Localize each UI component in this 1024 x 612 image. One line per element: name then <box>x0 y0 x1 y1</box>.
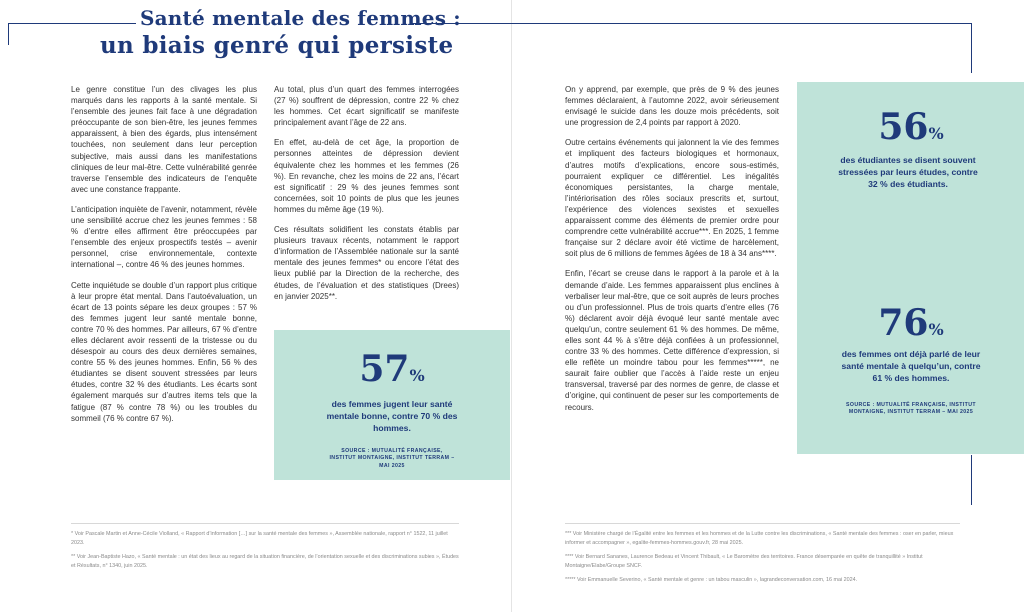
stat-unit: % <box>928 124 944 143</box>
paragraph: Cette inquiétude se double d’un rapport plus critique à leur propre état mental. Dans l’autoévaluation, un écart de 13 points sépare les deux groupes : 57 % des femmes jugent leur santé mentale bonne, contre 70 % des hommes. Par ailleurs, 67 % d’entre elles déclarent avoir ressenti de la tristesse ou du désespoir au cours des deux dernières semaines, contre 55 % des jeunes hommes. Enfin, 56 % des étudiantes se disent souvent stressées par leurs études, contre 32 % des étudiants. Les écarts sont également marqués sur d’autres items tels que la fatigue (87 % contre 78 %) ou les troubles du sommeil (76 % contre 67 %). <box>71 280 257 423</box>
text-column-2 <box>274 84 459 311</box>
stat-figure-56 <box>797 108 1024 146</box>
stat-figure <box>274 350 510 388</box>
stat-number: 56 <box>878 106 929 148</box>
stat-callout-57 <box>274 330 510 480</box>
stat-figure-76 <box>797 304 1024 342</box>
footnote: ***** Voir Emmanuelle Severino, « Santé mentale et genre : un tabou masculin », lagrandeconversation.com, 16 mai 2024. <box>565 577 858 584</box>
footnote: *** Voir Ministère chargé de l’Égalité entre les femmes et les hommes et de la Lutte contre les discriminations, « Santé mentale des femmes : oser en parler, mieux informer et accompagner », egalite-femmes-hommes.gouv.fr, 28 mai 2025. <box>565 531 954 546</box>
frame-right-edge-top <box>971 23 972 73</box>
spread-gutter <box>511 0 512 612</box>
frame-top-left <box>8 23 136 24</box>
page-title-line1: Santé mentale des femmes : <box>140 6 461 30</box>
footnote: ** Voir Jean-Baptiste Hazo, « Santé mentale : un état des lieux au regard de la situation financière, de l’orientation sexuelle et des discriminations subies », Études et Résultats, n° 1340, juin 2025. <box>71 554 459 569</box>
stat-text: des étudiantes se disent souvent stressées par leurs études, contre 32 % des étudiants. <box>838 155 978 189</box>
page-title-line2: un biais genré qui persiste <box>100 32 454 59</box>
paragraph: Au total, plus d’un quart des femmes interrogées (27 %) souffrent de dépression, contre 22 % chez les hommes. Cet écart significatif se manifeste principalement avant l’âge de 22 ans. <box>274 85 459 128</box>
footnote: **** Voir Bernard Sananes, Laurence Bedeau et Vincent Thibault, « Le Baromètre des territoires. France désemparée en quête de tranquillité » Institut Montaigne/Elabe/Groupe SNCF. <box>565 554 923 569</box>
frame-right-edge-bottom <box>971 455 972 505</box>
footnote-rule-right <box>565 523 960 524</box>
paragraph: Ces résultats solidifient les constats établis par plusieurs travaux récents, notamment le rapport d’information de l’Assemblée nationale sur la santé mentale des jeunes femmes* ou encore l’état des lieux publié par la Direction de la recherche, des études, de l’évaluation et des statistiques (Drees) en janvier 2025**. <box>274 225 459 301</box>
text-column-3 <box>565 84 779 422</box>
stat-number: 76 <box>878 302 929 344</box>
paragraph: Outre certains événements qui jalonnent la vie des femmes et impliquent des facteurs biologiques et hormonaux, d’autres motifs d’explications, encore sous-estimés, pourraient expliquer ce différentiel. Les inégalités économiques persistantes, la charge mentale, l’intériorisation des rôles sociaux prescrits et, surtout, l’expérience des violences sexistes et sexuelles apparaissent comme des éléments de premier ordre pour comprendre cette vulnérabilité accrue***. En 2025, 1 femme française sur 2 déclare avoir été victime de harcèlement, soit plus de 6 millions de femmes âgées de 18 à 34 ans****. <box>565 138 779 259</box>
text-column-1 <box>71 84 257 433</box>
footnote-rule-left <box>71 523 459 524</box>
paragraph: Le genre constitue l’un des clivages les plus marqués dans les rapports à la santé mentale. Si l’ensemble des jeunes fait face à une dégradation préoccupante de son bien-être, les jeunes femmes apparaissent, à bien des égards, plus intensément touchées, non seulement dans leur perception subjective, mais aussi dans les manifestations cliniques de leur mal-être. Cette vulnérabilité genrée traverse l’ensemble des indicateurs de l’enquête avec une constance frappante. <box>71 85 257 194</box>
frame-left-edge <box>8 23 9 45</box>
footnote: * Voir Pascale Martin et Anne-Cécile Violland, « Rapport d’information […] sur la santé mentale des femmes », Assemblée nationale, rapport n° 1522, 11 juillet 2023. <box>71 531 448 546</box>
stat-source: SOURCE : MUTUALITÉ FRANÇAISE, INSTITUT MONTAIGNE, INSTITUT TERRAM – MAI 2025 <box>329 448 455 469</box>
stat-text: des femmes jugent leur santé mentale bonne, contre 70 % des hommes. <box>326 399 458 433</box>
paragraph: En effet, au-delà de cet âge, la proportion de personnes atteintes de dépression devient équivalente chez les hommes et les femmes (26 %). En revanche, chez les moins de 22 ans, l’écart est significatif : 29 % des jeunes femmes sont concernées, soit 10 points de plus que les jeunes hommes du même âge (19 %). <box>274 138 459 214</box>
stat-unit: % <box>928 320 944 339</box>
footnotes-right <box>565 530 960 591</box>
paragraph: Enfin, l’écart se creuse dans le rapport à la parole et à la demande d’aide. Les femmes apparaissent plus enclines à verbaliser leur mal-être, que ce soit auprès de leurs proches ou d’un professionnel. Plus de trois quarts d’entre elles (76 %) déclarent avoir déjà évoqué leur santé mentale avec quelqu’un, contre seulement 61 % des hommes. De même, elles sont 44 % à s’être déjà confiées à un professionnel, contre 33 % des hommes. Cette différence d’expression, si elle reflète un moindre tabou pour les femmes*****, ne saurait faire oublier que l’accès à l’aide reste un enjeu transversal, traversé par des normes de genre, de classe et d’origine, qui continuent de peser sur les comportements de recours. <box>565 269 779 412</box>
footnotes-left <box>71 530 461 576</box>
frame-top-right <box>412 23 972 24</box>
paragraph: On y apprend, par exemple, que près de 9 % des jeunes femmes déclaraient, à l’automne 2022, avoir sérieusement envisagé le suicide dans les douze mois précédents, soit une progression de 2,4 points par rapport à 2020. <box>565 85 779 128</box>
stat-unit: % <box>409 366 425 385</box>
stat-number: 57 <box>359 348 410 390</box>
stat-callouts-panel <box>797 82 1024 454</box>
stat-source: SOURCE : MUTUALITÉ FRANÇAISE, INSTITUT MONTAIGNE, INSTITUT TERRAM – MAI 2025 <box>846 402 976 416</box>
stat-text: des femmes ont déjà parlé de leur santé mentale à quelqu’un, contre 61 % des hommes. <box>841 349 981 383</box>
paragraph: L’anticipation inquiète de l’avenir, notamment, révèle une sensibilité accrue chez les jeunes femmes : 58 % d’entre elles affirment être préoccupées par l’ensemble des enjeux prospectifs testés – avenir personnel, crise environnementale, contexte international –, contre 46 % des jeunes hommes. <box>71 204 257 270</box>
